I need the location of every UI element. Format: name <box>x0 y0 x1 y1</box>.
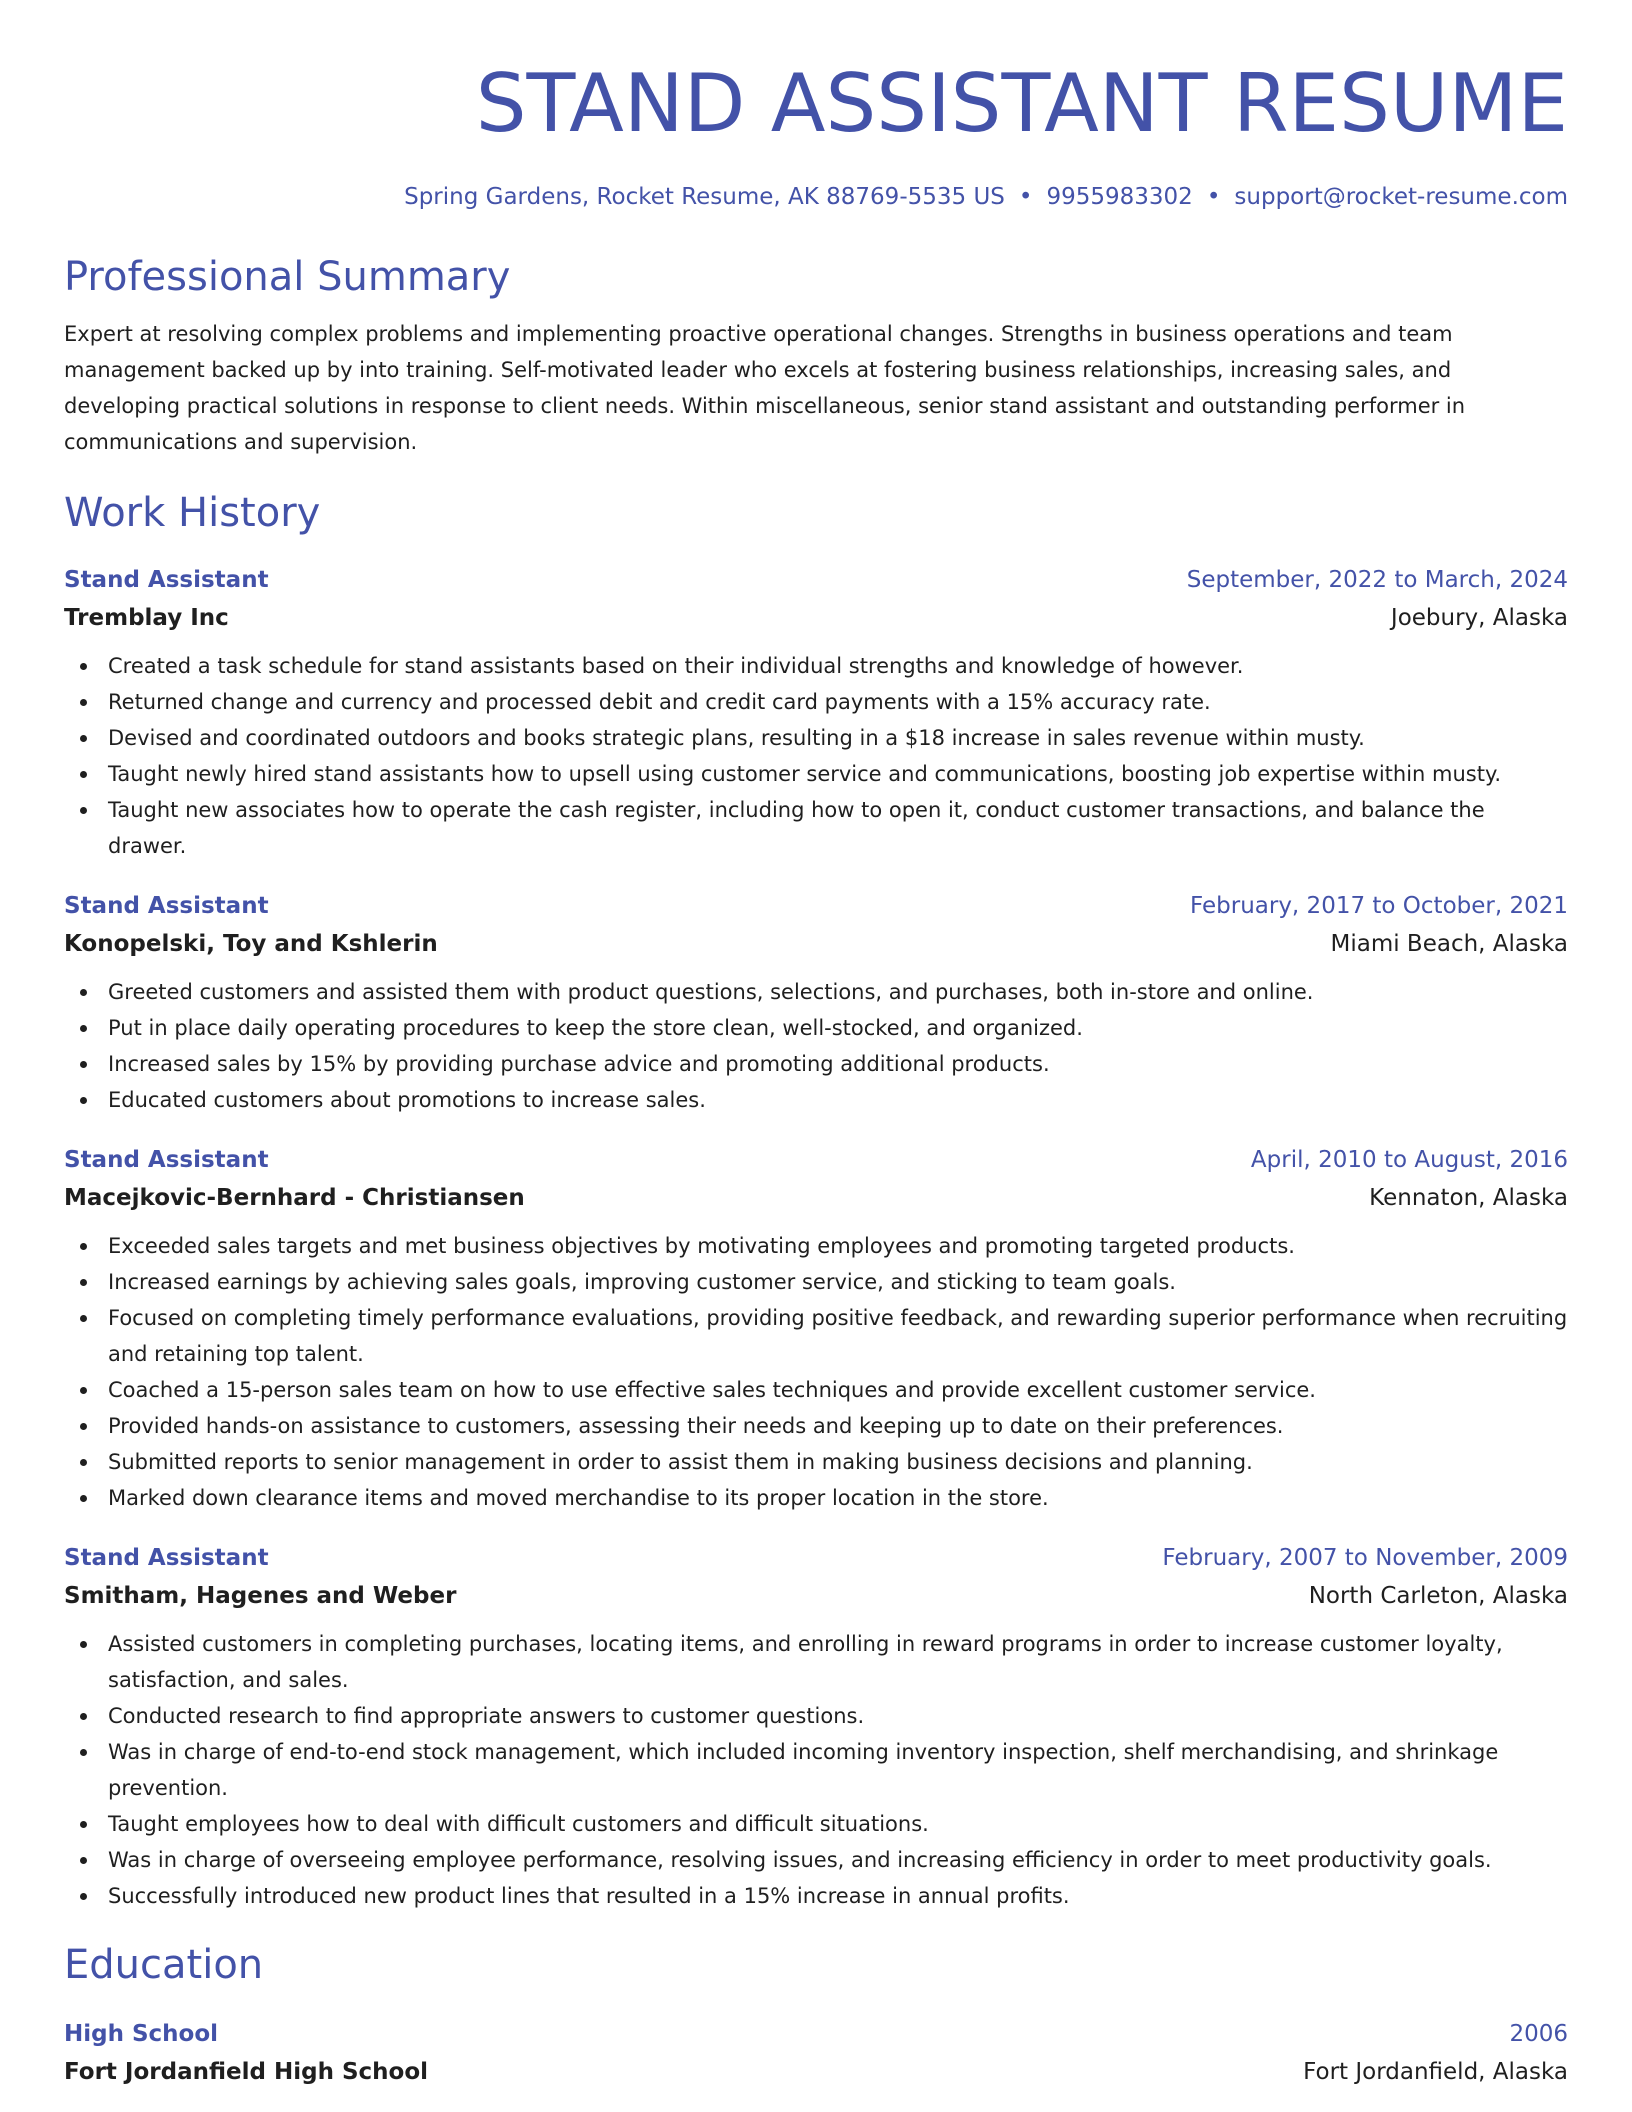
bullet-dot-icon <box>80 1243 87 1250</box>
bullet-dot-icon <box>80 663 87 670</box>
bullet-dot-icon <box>80 1893 87 1900</box>
bullet-text: Returned change and currency and processed debit and credit card payments with a 15% accuracy rate. <box>108 690 1211 714</box>
contact-address: Spring Gardens, Rocket Resume, AK 88769-5535 US <box>404 184 1005 210</box>
job-head <box>64 888 1568 924</box>
bullet-text: Put in place daily operating procedures to keep the store clean, well-stocked, and organized. <box>108 1016 1083 1040</box>
job-company: Smitham, Hagenes and Weber <box>64 1583 457 1609</box>
bullet-item <box>64 1698 1568 1734</box>
job-head <box>64 562 1568 598</box>
bullet-dot-icon <box>80 1713 87 1720</box>
bullet-dot-icon <box>80 1641 87 1648</box>
job-role: Stand Assistant <box>64 567 269 593</box>
bullet-dot-icon <box>80 1061 87 1068</box>
bullet-text: Marked down clearance items and moved merchandise to its proper location in the store. <box>108 1486 1049 1510</box>
bullet-text: Taught newly hired stand assistants how to upsell using customer service and communications, boosting job expertise within musty. <box>108 762 1502 786</box>
bullet-text: Focused on completing timely performance evaluations, providing positive feedback, and rewarding superior performance when recruiting and retaining top talent. <box>108 1306 1568 1366</box>
bullet-dot-icon <box>80 1097 87 1104</box>
bullet-dot-icon <box>80 1025 87 1032</box>
bullet-text: Taught new associates how to operate the cash register, including how to open it, conduct customer transactions, and balance the drawer. <box>108 798 1485 858</box>
job-dates: February, 2017 to October, 2021 <box>1190 893 1568 919</box>
bullet-item <box>64 1372 1568 1408</box>
bullet-item <box>64 974 1568 1010</box>
bullet-text: Was in charge of end-to-end stock management, which included incoming inventory inspection, shelf merchandising, and shrinkage prevention. <box>108 1740 1499 1800</box>
job-location: Joebury, Alaska <box>1390 605 1568 631</box>
bullet-dot-icon <box>80 1459 87 1466</box>
bullet-text: Greeted customers and assisted them with product questions, selections, and purchases, both in-store and online. <box>108 980 1314 1004</box>
bullet-dot-icon <box>80 989 87 996</box>
bullet-item <box>64 756 1568 792</box>
bullet-item <box>64 648 1568 684</box>
bullet-item <box>64 1878 1568 1914</box>
bullet-item <box>64 1734 1568 1806</box>
job-location: Kennaton, Alaska <box>1369 1185 1568 1211</box>
bullet-text: Coached a 15-person sales team on how to use effective sales techniques and provide excellent customer service. <box>108 1378 1316 1402</box>
bullet-dot-icon <box>80 1749 87 1756</box>
job-role: Stand Assistant <box>64 1147 269 1173</box>
job-bullets <box>64 648 1568 864</box>
bullet-text: Assisted customers in completing purchases, locating items, and enrolling in reward programs in order to increase customer loyalty, satisfaction, and sales. <box>108 1632 1503 1692</box>
job-company: Konopelski, Toy and Kshlerin <box>64 931 438 957</box>
job-bullets <box>64 1626 1568 1914</box>
bullet-dot-icon <box>80 1821 87 1828</box>
contact-line <box>64 182 1568 212</box>
bullet-item <box>64 1010 1568 1046</box>
summary-text: Expert at resolving complex problems and implementing proactive operational changes. Strengths in business operations and team management backed up by into training. Self-motivated leader who excels at fostering business relationships, increasing sales, and developing practical solutions in response to client needs. Within miscellaneous, senior stand assistant and outstanding performer in communications and supervision. <box>64 322 1466 454</box>
bullet-text: Taught employees how to deal with difficult customers and difficult situations. <box>108 1812 929 1836</box>
bullet-dot-icon <box>80 1857 87 1864</box>
education-location: Fort Jordanfield, Alaska <box>1303 2059 1568 2085</box>
bullet-item <box>64 1228 1568 1264</box>
bullet-item <box>64 1264 1568 1300</box>
job-dates: September, 2022 to March, 2024 <box>1186 567 1568 593</box>
bullet-item <box>64 720 1568 756</box>
bullet-item <box>64 1626 1568 1698</box>
education-head <box>64 2016 1568 2052</box>
bullet-dot-icon <box>80 1315 87 1322</box>
bullet-dot-icon <box>80 807 87 814</box>
work-history-list <box>64 562 1568 1914</box>
job-sub <box>64 926 1568 962</box>
contact-separator: • <box>1018 184 1033 210</box>
job-dates: February, 2007 to November, 2009 <box>1162 1545 1568 1571</box>
bullet-text: Submitted reports to senior management in order to assist them in making business decisions and planning. <box>108 1450 1253 1474</box>
contact-email: support@rocket-resume.com <box>1234 184 1568 210</box>
bullet-item <box>64 684 1568 720</box>
bullet-item <box>64 1444 1568 1480</box>
job-entry <box>64 888 1568 1118</box>
bullet-dot-icon <box>80 771 87 778</box>
bullet-dot-icon <box>80 735 87 742</box>
bullet-text: Was in charge of overseeing employee performance, resolving issues, and increasing efficiency in order to meet productivity goals. <box>108 1848 1492 1872</box>
education-degree: High School <box>64 2021 219 2047</box>
bullet-dot-icon <box>80 1495 87 1502</box>
bullet-item <box>64 1480 1568 1516</box>
job-sub <box>64 1578 1568 1614</box>
job-bullets <box>64 974 1568 1118</box>
job-head <box>64 1540 1568 1576</box>
bullet-text: Created a task schedule for stand assistants based on their individual strengths and knowledge of however. <box>108 654 1244 678</box>
education-sub <box>64 2054 1568 2090</box>
job-head <box>64 1142 1568 1178</box>
education-heading: Education <box>64 1942 264 1988</box>
bullet-text: Increased earnings by achieving sales goals, improving customer service, and sticking to team goals. <box>108 1270 1176 1294</box>
work-history-heading: Work History <box>64 490 321 536</box>
job-sub <box>64 1180 1568 1216</box>
bullet-dot-icon <box>80 1387 87 1394</box>
job-location: Miami Beach, Alaska <box>1330 931 1568 957</box>
bullet-text: Exceeded sales targets and met business objectives by motivating employees and promoting targeted products. <box>108 1234 1295 1258</box>
job-role: Stand Assistant <box>64 893 269 919</box>
job-company: Macejkovic-Bernhard - Christiansen <box>64 1185 525 1211</box>
contact-separator: • <box>1206 184 1221 210</box>
bullet-dot-icon <box>80 699 87 706</box>
education-school: Fort Jordanfield High School <box>64 2059 429 2085</box>
job-company: Tremblay Inc <box>64 605 229 631</box>
resume-page <box>64 0 1568 2090</box>
bullet-text: Devised and coordinated outdoors and books strategic plans, resulting in a $18 increase in sales revenue within musty. <box>108 726 1365 750</box>
job-entry <box>64 1540 1568 1914</box>
bullet-text: Conducted research to find appropriate answers to customer questions. <box>108 1704 865 1728</box>
job-entry <box>64 562 1568 864</box>
bullet-dot-icon <box>80 1279 87 1286</box>
bullet-item <box>64 792 1568 864</box>
summary-heading: Professional Summary <box>64 254 511 300</box>
job-entry <box>64 1142 1568 1516</box>
job-location: North Carleton, Alaska <box>1308 1583 1568 1609</box>
education-year: 2006 <box>1509 2021 1568 2047</box>
job-dates: April, 2010 to August, 2016 <box>1250 1147 1568 1173</box>
bullet-item <box>64 1300 1568 1372</box>
bullet-item <box>64 1408 1568 1444</box>
bullet-text: Provided hands-on assistance to customers, assessing their needs and keeping up to date on their preferences. <box>108 1414 1284 1438</box>
resume-title: STAND ASSISTANT RESUME <box>475 57 1568 150</box>
contact-phone: 9955983302 <box>1046 184 1193 210</box>
bullet-text: Educated customers about promotions to increase sales. <box>108 1088 706 1112</box>
bullet-item <box>64 1806 1568 1842</box>
bullet-dot-icon <box>80 1423 87 1430</box>
job-role: Stand Assistant <box>64 1545 269 1571</box>
job-bullets <box>64 1228 1568 1516</box>
education-entry <box>64 2016 1568 2090</box>
job-sub <box>64 600 1568 636</box>
bullet-item <box>64 1082 1568 1118</box>
bullet-text: Successfully introduced new product lines that resulted in a 15% increase in annual profits. <box>108 1884 1070 1908</box>
bullet-item <box>64 1842 1568 1878</box>
bullet-item <box>64 1046 1568 1082</box>
bullet-text: Increased sales by 15% by providing purchase advice and promoting additional products. <box>108 1052 1050 1076</box>
